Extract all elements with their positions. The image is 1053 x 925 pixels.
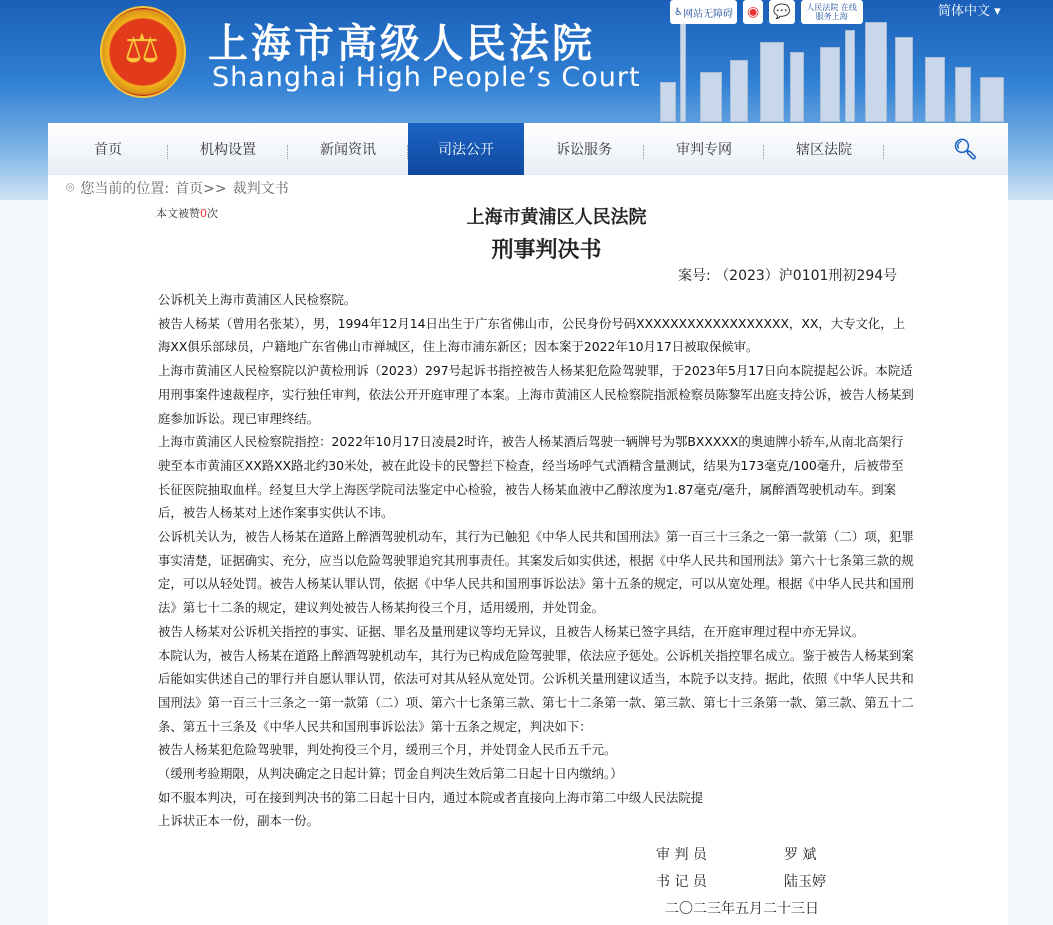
nav-home[interactable]: 首页 xyxy=(48,123,168,175)
court-emblem-logo xyxy=(100,6,186,98)
blur-overlay xyxy=(733,790,943,806)
nav-judicial-disclosure[interactable]: 司法公开 xyxy=(408,123,524,175)
skyline-image xyxy=(640,20,1020,122)
paragraph: 如不服本判决，可在接到判决书的第二日起十日内，通过本院或者直接向上海市第二中级人民法院提 xyxy=(158,789,704,805)
court-name: 上海市黄浦区人民法院 xyxy=(466,207,647,228)
site-title-en: Shanghai High People’s Court xyxy=(212,62,641,93)
paragraph: 公诉机关认为，被告人杨某在道路上醉酒驾驶机动车，其行为已触犯《中华人民共和国刑法》第一百三十三条之一第一款第（二）项，犯罪事实清楚，证据确实、充分，应当以危险驾驶罪追究其刑事责任。其案发后如实供述，根据《中华人民共和国刑法》第六十七条第三款的规定，可以从轻处罚。被告人杨某认罪认罚，依据《中华人民共和国刑事诉讼法》第十五条的规定，可以从宽处理。根据《中华人民共和国刑法》第七十二条的规定，建议判处被告人杨某拘役三个月，适用缓刑，并处罚金。 xyxy=(158,529,914,616)
paragraph: 公诉机关上海市黄浦区人民检察院。 xyxy=(158,292,357,307)
weibo-icon: ◉ xyxy=(746,4,760,20)
judgment-text xyxy=(158,288,914,833)
nav-litigation-service[interactable]: 诉讼服务 xyxy=(524,123,644,175)
paragraph: 上海市黄浦区人民检察院以沪黄检刑诉（2023）297号起诉书指控被告人杨某犯危险驾驶罪，于2023年5月17日向本院提起公诉。本院适用刑事案件速裁程序，实行独任审判，依法公开开庭审理了本案。上海市黄浦区人民检察院指派检察员陈黎军出庭支持公诉，被告人杨某到庭参加诉讼。现已审理终结。 xyxy=(158,363,914,426)
paragraph: 被告人杨某（曾用名张某），男，1994年12月14日出生于广东省佛山市，公民身份号码XXXXXXXXXXXXXXXXXX，XX，大专文化，上海XX俱乐部球员，户籍地广东省佛山市禅城区，住上海市浦东新区；因本案于2022年10月17日被取保候审。 xyxy=(158,315,906,355)
nav-news[interactable]: 新闻资讯 xyxy=(288,123,408,175)
paragraph: 本院认为，被告人杨某在道路上醉酒驾驶机动车，其行为已构成危险驾驶罪，依法应予惩处。公诉机关指控罪名成立。鉴于被告人杨某到案后能如实供述自己的罪行并自愿认罪认罚，依法可对其从轻从宽处罚。公诉机关量刑建议适当，本院予以支持。据此，依照《中华人民共和国刑法》第一百三十三条之一第一款第（二）项、第六十七条第三款、第七十二条第一款、第三款、第七十三条第一款、第三款、第五十二条、第五十三条及《中华人民共和国刑事诉讼法》第十五条之规定，判决如下： xyxy=(158,647,914,734)
wechat-button[interactable] xyxy=(769,0,794,24)
clerk-signature: 书 记 员 陆玉婷 xyxy=(656,874,826,890)
search-icon[interactable]: 🔍︎ xyxy=(952,137,978,161)
paragraph: 被告人杨某对公诉机关指控的事实、证据、罪名及量刑建议等均无异议，且被告人杨某已签字具结，在开庭审理过程中亦无异议。 xyxy=(158,623,865,639)
nav-organization[interactable]: 机构设置 xyxy=(168,123,288,175)
nav-district-courts[interactable]: 辖区法院 xyxy=(764,123,884,175)
paragraph: 被告人杨某犯危险驾驶罪，判处拘役三个月，缓刑三个月，并处罚金人民币五千元。 xyxy=(158,742,617,758)
main-nav xyxy=(48,123,1008,175)
site-title: 上海市高级人民法院 xyxy=(208,21,595,67)
document-type: 刑事判决书 xyxy=(491,238,602,263)
wechat-icon: 💬 xyxy=(773,4,791,20)
breadcrumb-current[interactable]: 裁判文书 xyxy=(232,181,289,197)
judgment-date: 二〇二三年五月二十三日 xyxy=(665,901,819,917)
judge-signature: 审 判 员 罗 斌 xyxy=(656,847,817,863)
wheelchair-icon: ♿ xyxy=(674,6,683,18)
location-pin-icon: ⌾ xyxy=(66,180,75,196)
language-selector[interactable]: 简体中文 ▾ xyxy=(938,4,1001,19)
case-number: 案号: （2023）沪0101刑初294号 xyxy=(678,268,898,284)
like-count: 本文被赞0次 xyxy=(156,207,218,220)
nav-trial-network[interactable]: 审判专网 xyxy=(644,123,764,175)
online-service-button[interactable]: 人民法院 在线服务上海 xyxy=(801,0,863,24)
paragraph: 上海市黄浦区人民检察院指控：2022年10月17日凌晨2时许，被告人杨某酒后驾驶一辆牌号为鄂BXXXXX的奥迪牌小轿车,从南北高架行驶至本市黄浦区XX路XX路北约30米处，被在此设卡的民警拦下检查，经当场呼气式酒精含量测试，结果为173毫克/100毫升，后被带至长征医院抽取血样。经复旦大学上海医学院司法鉴定中心检验，被告人杨某血液中乙醇浓度为1.87毫克/毫升，属醉酒驾驶机动车。到案后，被告人杨某对上述作案事实供认不讳。 xyxy=(158,434,904,521)
paragraph: 上诉状正本一份，副本一份。 xyxy=(158,813,320,829)
breadcrumb: ⌾ 您当前的位置: 首页>> 裁判文书 xyxy=(66,180,289,197)
accessibility-button[interactable]: ♿ 网站无障碍 xyxy=(670,0,737,24)
weibo-button[interactable] xyxy=(743,0,763,24)
paragraph: （缓刑考验期限，从判决确定之日起计算；罚金自判决生效后第二日起十日内缴纳。） xyxy=(158,766,623,782)
breadcrumb-home[interactable]: 首页>> xyxy=(175,181,227,197)
